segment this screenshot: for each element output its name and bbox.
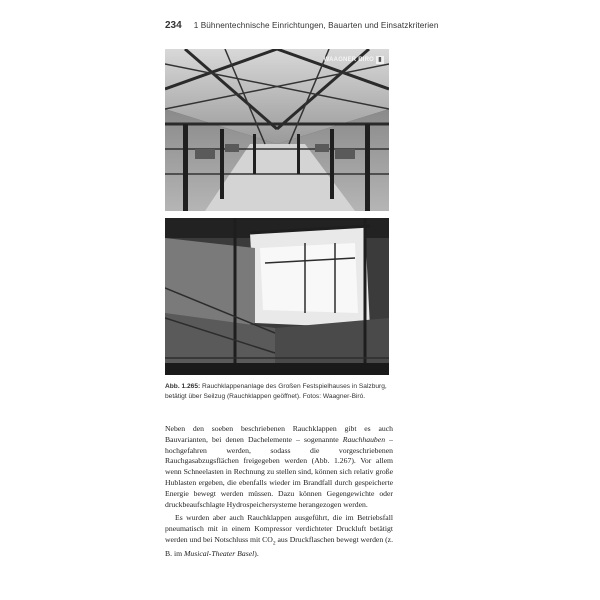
photo-roof-truss [165,49,389,211]
caption-label: Abb. 1.265: [165,383,201,390]
logo-mark-icon: ▮ [376,56,384,64]
running-header [165,18,439,32]
chapter-title: 1 Bühnentechnische Einrichtungen, Bauarten und Einsatzkriterien [193,20,439,30]
photo-smoke-vent [165,218,389,375]
roof-truss-illustration [165,49,389,211]
paragraph-2: Es wurden aber auch Rauchklappen ausgeführt, die im Betriebsfall pneumatisch mit in einem Kompressor verdichteter Druckluft betätigt werden und bei Notschluss mit $CO_2$ aus Druckflaschen bewegt werden (z. B. im Musical-Theater Basel). [165,513,393,559]
smoke-vent-illustration [165,218,389,375]
caption-text: Rauchklappenanlage des Großen Festspielhauses in Salzburg, betätigt über Seilzug (Rauchklappen geöffnet). Fotos: Waagner-Biró. [165,383,387,400]
emphasis-rauchhauben: Rauchhauben [342,434,386,444]
body-text [165,424,393,560]
paragraph-1: Neben den soeben beschriebenen Rauchklappen gibt es auch Bauvarianten, bei denen Dachelemente – sogenannte Rauchhauben – hochgefahren werden, sodass die vorgeschriebenen Rauchgasabzugsflächen freigegeben werden (Abb. 1.267). Vor allem wenn Schneelasten in Rechnung zu stellen sind, können sich relativ große Hublasten ergeben, die ebenfalls wieder im Brandfall durch gespeicherte Energie bewegt werden müssen. Dazu können Gegengewichte oder druckbeaufschlagte Hydrospeichersysteme herangezogen werden. [165,424,394,509]
emphasis-musical-theater: Musical-Theater Basel [184,549,255,559]
figure-caption [165,382,393,402]
waagner-biro-logo: WAAGNER BIRO ▮ [324,55,384,65]
page-number: 234 [165,19,182,31]
subscript-2: 2 [272,540,276,547]
